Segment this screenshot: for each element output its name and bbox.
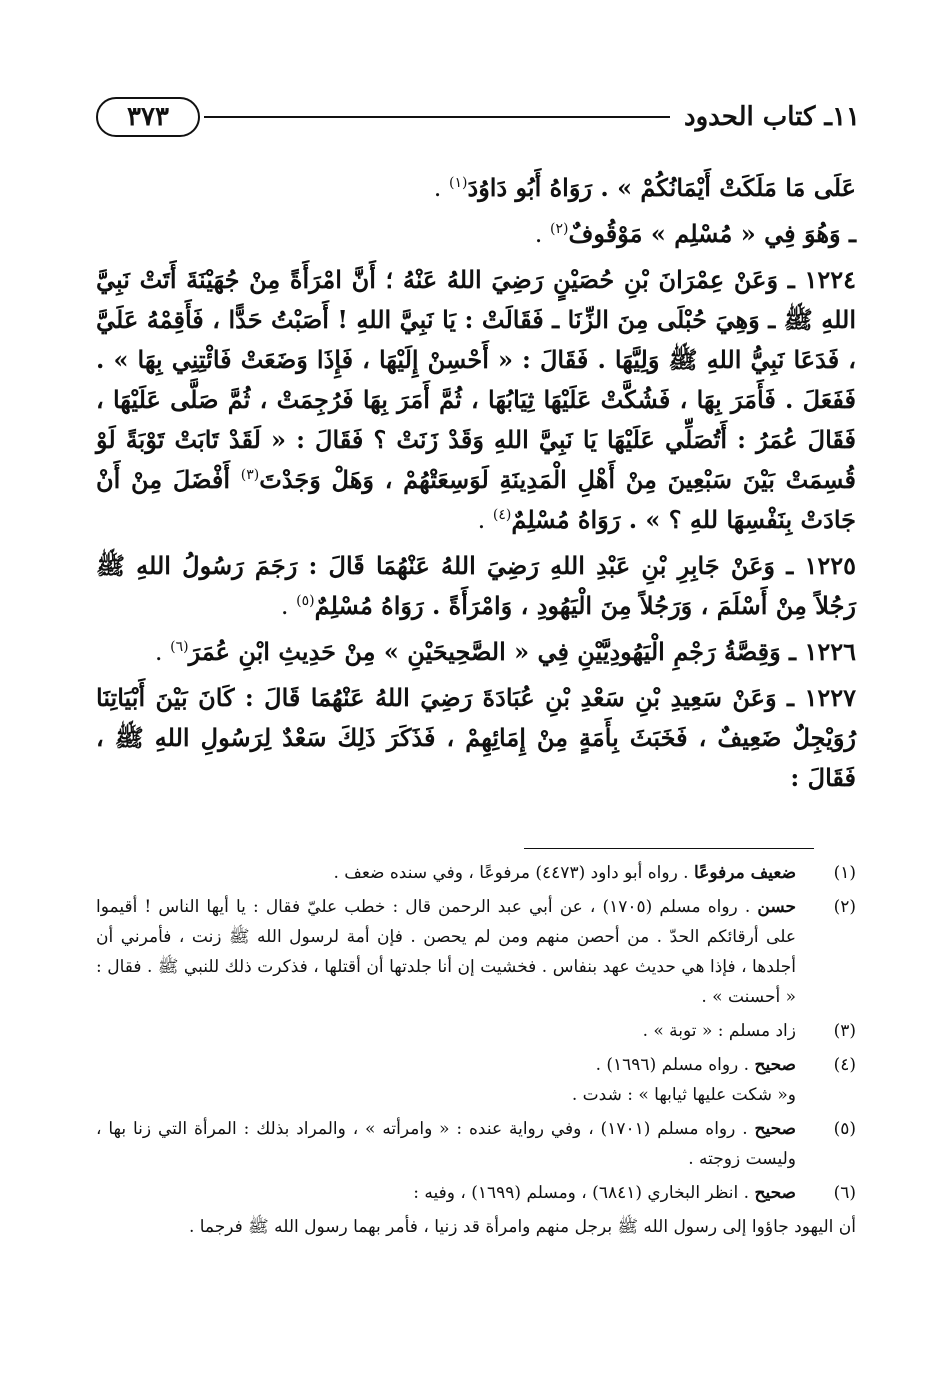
- hadith-number: ١٢٢٧: [804, 683, 856, 712]
- hadith-number: ١٢٢٦: [804, 637, 856, 666]
- hadith-number: ١٢٢٤: [804, 265, 856, 294]
- page-number: ٣٧٣: [96, 97, 200, 137]
- footnote-text: . رواه مسلم (١٦٩٦) .: [595, 1055, 755, 1075]
- footnote-1: [96, 858, 856, 888]
- footnote-text: زاد مسلم : « توبة » .: [642, 1021, 796, 1041]
- grade-label: ضعيف مرفوعًا: [694, 863, 796, 883]
- text-span: .: [154, 638, 171, 666]
- footnote-body: [96, 1178, 796, 1208]
- footnote-text: . انظر البخاري (٦٨٤١) ، ومسلم (١٦٩٩) ، وفيه :: [413, 1183, 755, 1203]
- hadith-1226: [96, 632, 856, 672]
- header-rule: [204, 116, 670, 118]
- quote-span: أَحْسِنْ إِلَيْهَا ، فَإِذَا وَضَعَتْ فَائْتِنِي بِهَا: [137, 345, 489, 374]
- footnote-text: . رواه أبو داود (٤٤٧٣) مرفوعًا ، وفي سنده ضعف .: [333, 863, 694, 883]
- text-span: » . رَوَاهُ مُسْلِمٌ: [511, 505, 669, 534]
- chapter-title: ١١ـ كتاب الحدود: [684, 102, 860, 132]
- footnote-body: [96, 1050, 796, 1110]
- text-span: ـ وَعَنْ سَعِيدِ بْنِ سَعْدِ بْنِ عُبَادَةَ رَضِيَ اللهُ عَنْهُمَا قَالَ : كَانَ بَيْنَ أَبْيَاتِنَا رُوَيْجِلٌ ضَعِيفٌ ، فَخَبَثَ بِأَمَةٍ مِنْ إِمَائِهِمْ ، فَذَكَرَ ذَلِكَ سَعْدٌ لِرَسُولِ اللهِ ﷺ ، فَقَالَ :: [96, 683, 856, 792]
- grade-label: صحيح: [754, 1055, 796, 1075]
- text-span: » . فَفَعَلَ . فَأَمَرَ بِهَا ، فَشُكَّتْ عَلَيْهَا ثِيَابُهَا ، ثُمَّ أَمَرَ بِهَا فَرُجِمَتْ ، ثُمَّ صَلَّى عَلَيْهَا ، فَقَالَ عُمَرُ : أَتُصَلِّي عَلَيْهَا يَا نَبِيَّ اللهِ وَقَدْ زَنَتْ ؟ فَقَالَ : «: [96, 345, 857, 454]
- footnote-ref: (١): [449, 175, 468, 191]
- hadith-1225: [96, 546, 856, 626]
- footnote-text: . رواه مسلم (١٧٠١) ، وفي رواية عنده : « وامرأته » ، والمراد بذلك : المرأة التي زنا بها ، وليست زوجته .: [96, 1119, 796, 1169]
- grade-label: حسن: [757, 897, 796, 917]
- text-span: .: [280, 592, 297, 620]
- text-span: عَلَى مَا مَلَكَتْ أَيْمَانُكُمْ » . رَوَاهُ أَبُو دَاوُدَ: [467, 173, 856, 202]
- footnote-number: (٦): [833, 1183, 856, 1203]
- footnote-ref: (٥): [296, 593, 315, 609]
- quote-span: لَقَدْ تَابَتْ تَوْبَةً لَوْ قُسِمَتْ بَيْنَ سَبْعِينَ مِنْ أَهْلِ الْمَدِينَةِ لَوَسِعَتْهُمْ ، وَهَلْ وَجَدْتَ: [96, 425, 857, 494]
- footnote-ref: (٢): [550, 221, 569, 237]
- paragraph-continuation: [96, 168, 856, 208]
- footnote-ref: (٣): [240, 467, 260, 483]
- text-span: ـ وَقِصَّةُ رَجْمِ الْيَهُودِيَّيْنِ فِي « الصَّحِيحَيْنِ » مِنْ حَدِيثِ ابْنِ عُمَرَ: [188, 637, 805, 666]
- footnotes: [96, 858, 856, 1242]
- footnote-body: [96, 858, 796, 888]
- footnote-6: [96, 1178, 856, 1208]
- footnote-4: [96, 1050, 856, 1110]
- footnote-number: (١): [833, 863, 856, 883]
- footnote-5: [96, 1114, 856, 1174]
- footnote-3: [96, 1016, 856, 1046]
- footnote-6-quote: أن اليهود جاؤوا إلى رسول الله ﷺ برجل منهم وامرأة قد زنيا ، فأمر بهما رسول الله ﷺ فرجما .: [188, 1217, 856, 1237]
- text-span: ـ وَعَنْ جَابِرِ بْنِ عَبْدِ اللهِ رَضِيَ اللهُ عَنْهُمَا قَالَ : رَجَمَ رَسُولُ اللهِ ﷺ رَجُلاً مِنْ أَسْلَمَ ، وَرَجُلاً مِنَ الْيَهُودِ ، وَامْرَأَةً . رَوَاهُ مُسْلِمٌ: [96, 551, 856, 620]
- quote-span: أَفْضَلَ مِنْ أَنْ جَادَتْ بِنَفْسِهَا للهِ ؟: [96, 465, 856, 534]
- footnote-body: [96, 1114, 796, 1174]
- hadith-number: ١٢٢٥: [804, 551, 856, 580]
- footnote-number: (٥): [833, 1119, 856, 1139]
- text-span: .: [534, 220, 551, 248]
- footnote-2: [96, 892, 856, 1012]
- grade-label: صحيح: [754, 1119, 796, 1139]
- footnote-separator: [524, 848, 814, 849]
- grade-label: صحيح: [754, 1183, 796, 1203]
- footnote-text: . رواه مسلم (١٧٠٥) ، عن أبي عبد الرحمن قال : خطب عليّ فقال : يا أيها الناس ! أقيموا على أرقائكم الحدّ . من أحصن منهم ومن لم يحصن . فإن أمة لرسول الله ﷺ زنت ، فأمرني أن أجلدها ، فإذا هي حديث عهد بنفاس . فخشيت إن أنا جلدتها أن أقتلها ، فذكرت ذلك للنبي ﷺ . فقال : « أحسنت » .: [96, 897, 796, 1007]
- page-header: [96, 92, 860, 142]
- footnote-ref: (٤): [492, 507, 512, 523]
- footnote-number: (٢): [833, 897, 856, 917]
- footnote-line: [96, 1050, 796, 1080]
- paragraph-note: [96, 214, 856, 254]
- hadith-1227: [96, 678, 856, 798]
- text-span: ـ وَهُوَ فِي « مُسْلِم » مَوْقُوفٌ: [568, 219, 856, 248]
- text-span: .: [477, 506, 493, 534]
- footnote-ref: (٦): [170, 639, 189, 655]
- footnote-extra: و« شكت عليها ثيابها » : شدت .: [571, 1085, 796, 1105]
- footnote-number: (٣): [833, 1021, 856, 1041]
- text-span: .: [433, 174, 450, 202]
- main-text: [96, 168, 856, 804]
- footnote-number: (٤): [833, 1055, 856, 1075]
- text-span: ـ وَعَنْ عِمْرَانَ بْنِ حُصَيْنٍ رَضِيَ اللهُ عَنْهُ ؛ أَنَّ امْرَأَةً مِنْ جُهَيْنَةَ أَتَتْ نَبِيَّ اللهِ ﷺ ـ وَهِيَ حُبْلَى مِنَ الزِّنَا ـ فَقَالَتْ : يَا نَبِيَّ اللهِ ! أَصَبْتُ حَدًّا ، فَأَقِمْهُ عَلَيَّ ، فَدَعَا نَبِيُّ اللهِ ﷺ وَلِيَّهَا . فَقَالَ : «: [96, 265, 857, 374]
- hadith-1224: [96, 260, 856, 540]
- footnote-body: [96, 892, 796, 1012]
